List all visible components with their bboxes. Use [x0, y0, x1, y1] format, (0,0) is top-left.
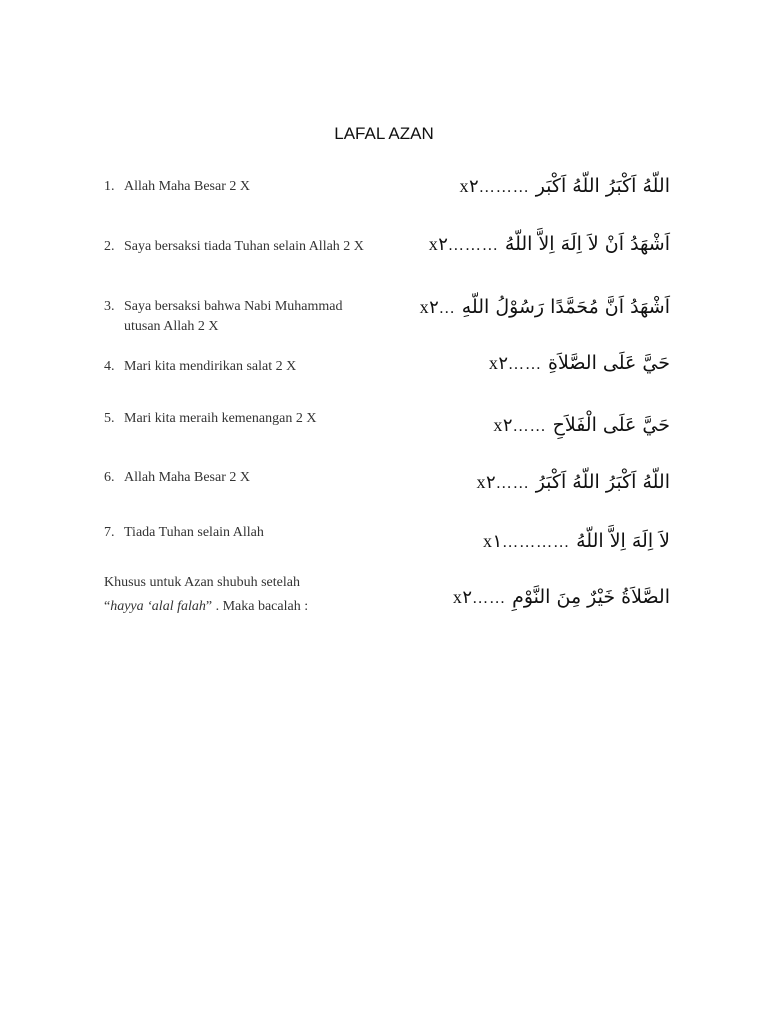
dots: …… [472, 590, 507, 607]
item-text [104, 468, 404, 488]
item-translation: Saya bersaksi bahwa Nabi Muhammad [124, 299, 343, 314]
arabic-line [489, 352, 670, 374]
repeat-count: x٢ [419, 297, 439, 317]
arabic-text: حَيَّ عَلَى الصَّلاَةِ [548, 352, 670, 374]
repeat-count: x٢ [452, 587, 473, 607]
item-translation: Allah Maha Besar 2 X [124, 179, 250, 194]
item-text [104, 409, 404, 429]
khusus-line2: . Maka bacalah : [212, 599, 309, 614]
item-text [104, 177, 404, 197]
arabic-line [477, 471, 670, 493]
dots: …… [512, 418, 547, 435]
repeat-count: x٢ [476, 472, 496, 492]
item-text [104, 357, 404, 377]
dots: ……… [447, 237, 499, 254]
arabic-text: الصَّلاَةُ خَيْرٌ مِنَ النَّوْمِ [512, 586, 670, 608]
item-text [104, 297, 404, 337]
arabic-text: حَيَّ عَلَى الْفَلاَحِ [552, 414, 670, 436]
arabic-text: اَشْهَدُ اَنْ لاَ اِلَهَ اِلاَّ اللّهُ [504, 233, 670, 255]
item-number: 3. [104, 299, 115, 314]
arabic-text: اَشْهَدُ اَنَّ مُحَمَّدًا رَسُوْلُ اللّهِ [461, 296, 670, 318]
dots: ……… [478, 179, 530, 196]
item-number: 5. [104, 411, 115, 426]
item-number: 4. [104, 359, 115, 374]
dots: …… [508, 356, 543, 373]
dots: … [438, 300, 456, 317]
item-number: 2. [104, 239, 115, 254]
arabic-text: لاَ اِلَهَ اِلاَّ اللّهُ [576, 530, 670, 552]
quote-open: “ [104, 599, 111, 614]
dots: …… [495, 475, 530, 492]
item-number: 7. [104, 525, 115, 540]
item-text [104, 237, 404, 257]
item-text [104, 523, 404, 543]
arabic-line [429, 233, 670, 255]
item-translation: Mari kita meraih kemenangan 2 X [124, 411, 317, 426]
repeat-count: x٢ [493, 415, 513, 435]
arabic-line [460, 175, 670, 197]
dots: ………… [502, 534, 571, 551]
khusus-line1: Khusus untuk Azan shubuh setelah [104, 575, 300, 590]
quote-close: ” [205, 599, 213, 614]
arabic-text: اللّهُ اَكْبَرُ اللّهُ اَكْبَر [535, 175, 670, 197]
repeat-count: x١ [482, 531, 503, 551]
item-translation: Saya bersaksi tiada Tuhan selain Allah 2 X [124, 239, 364, 254]
repeat-count: x٢ [488, 353, 509, 373]
arabic-line [420, 296, 670, 318]
item-number: 6. [104, 470, 115, 485]
khusus-arabic-line [453, 586, 670, 608]
khusus-quote: hayya ‘alal falah [110, 599, 206, 614]
arabic-text: اللّهُ اَكْبَرُ اللّهُ اَكْبَرُ [535, 471, 670, 493]
item-translation-cont: utusan Allah 2 X [124, 319, 219, 334]
repeat-count: x٢ [459, 176, 479, 196]
item-translation: Allah Maha Besar 2 X [124, 470, 250, 485]
arabic-line [493, 414, 670, 436]
page-title: LAFAL AZAN [334, 124, 434, 143]
item-translation: Mari kita mendirikan salat 2 X [124, 359, 297, 374]
arabic-line [483, 530, 670, 552]
item-number: 1. [104, 179, 115, 194]
item-translation: Tiada Tuhan selain Allah [124, 525, 264, 540]
repeat-count: x٢ [428, 234, 448, 254]
khusus-note [104, 571, 404, 619]
